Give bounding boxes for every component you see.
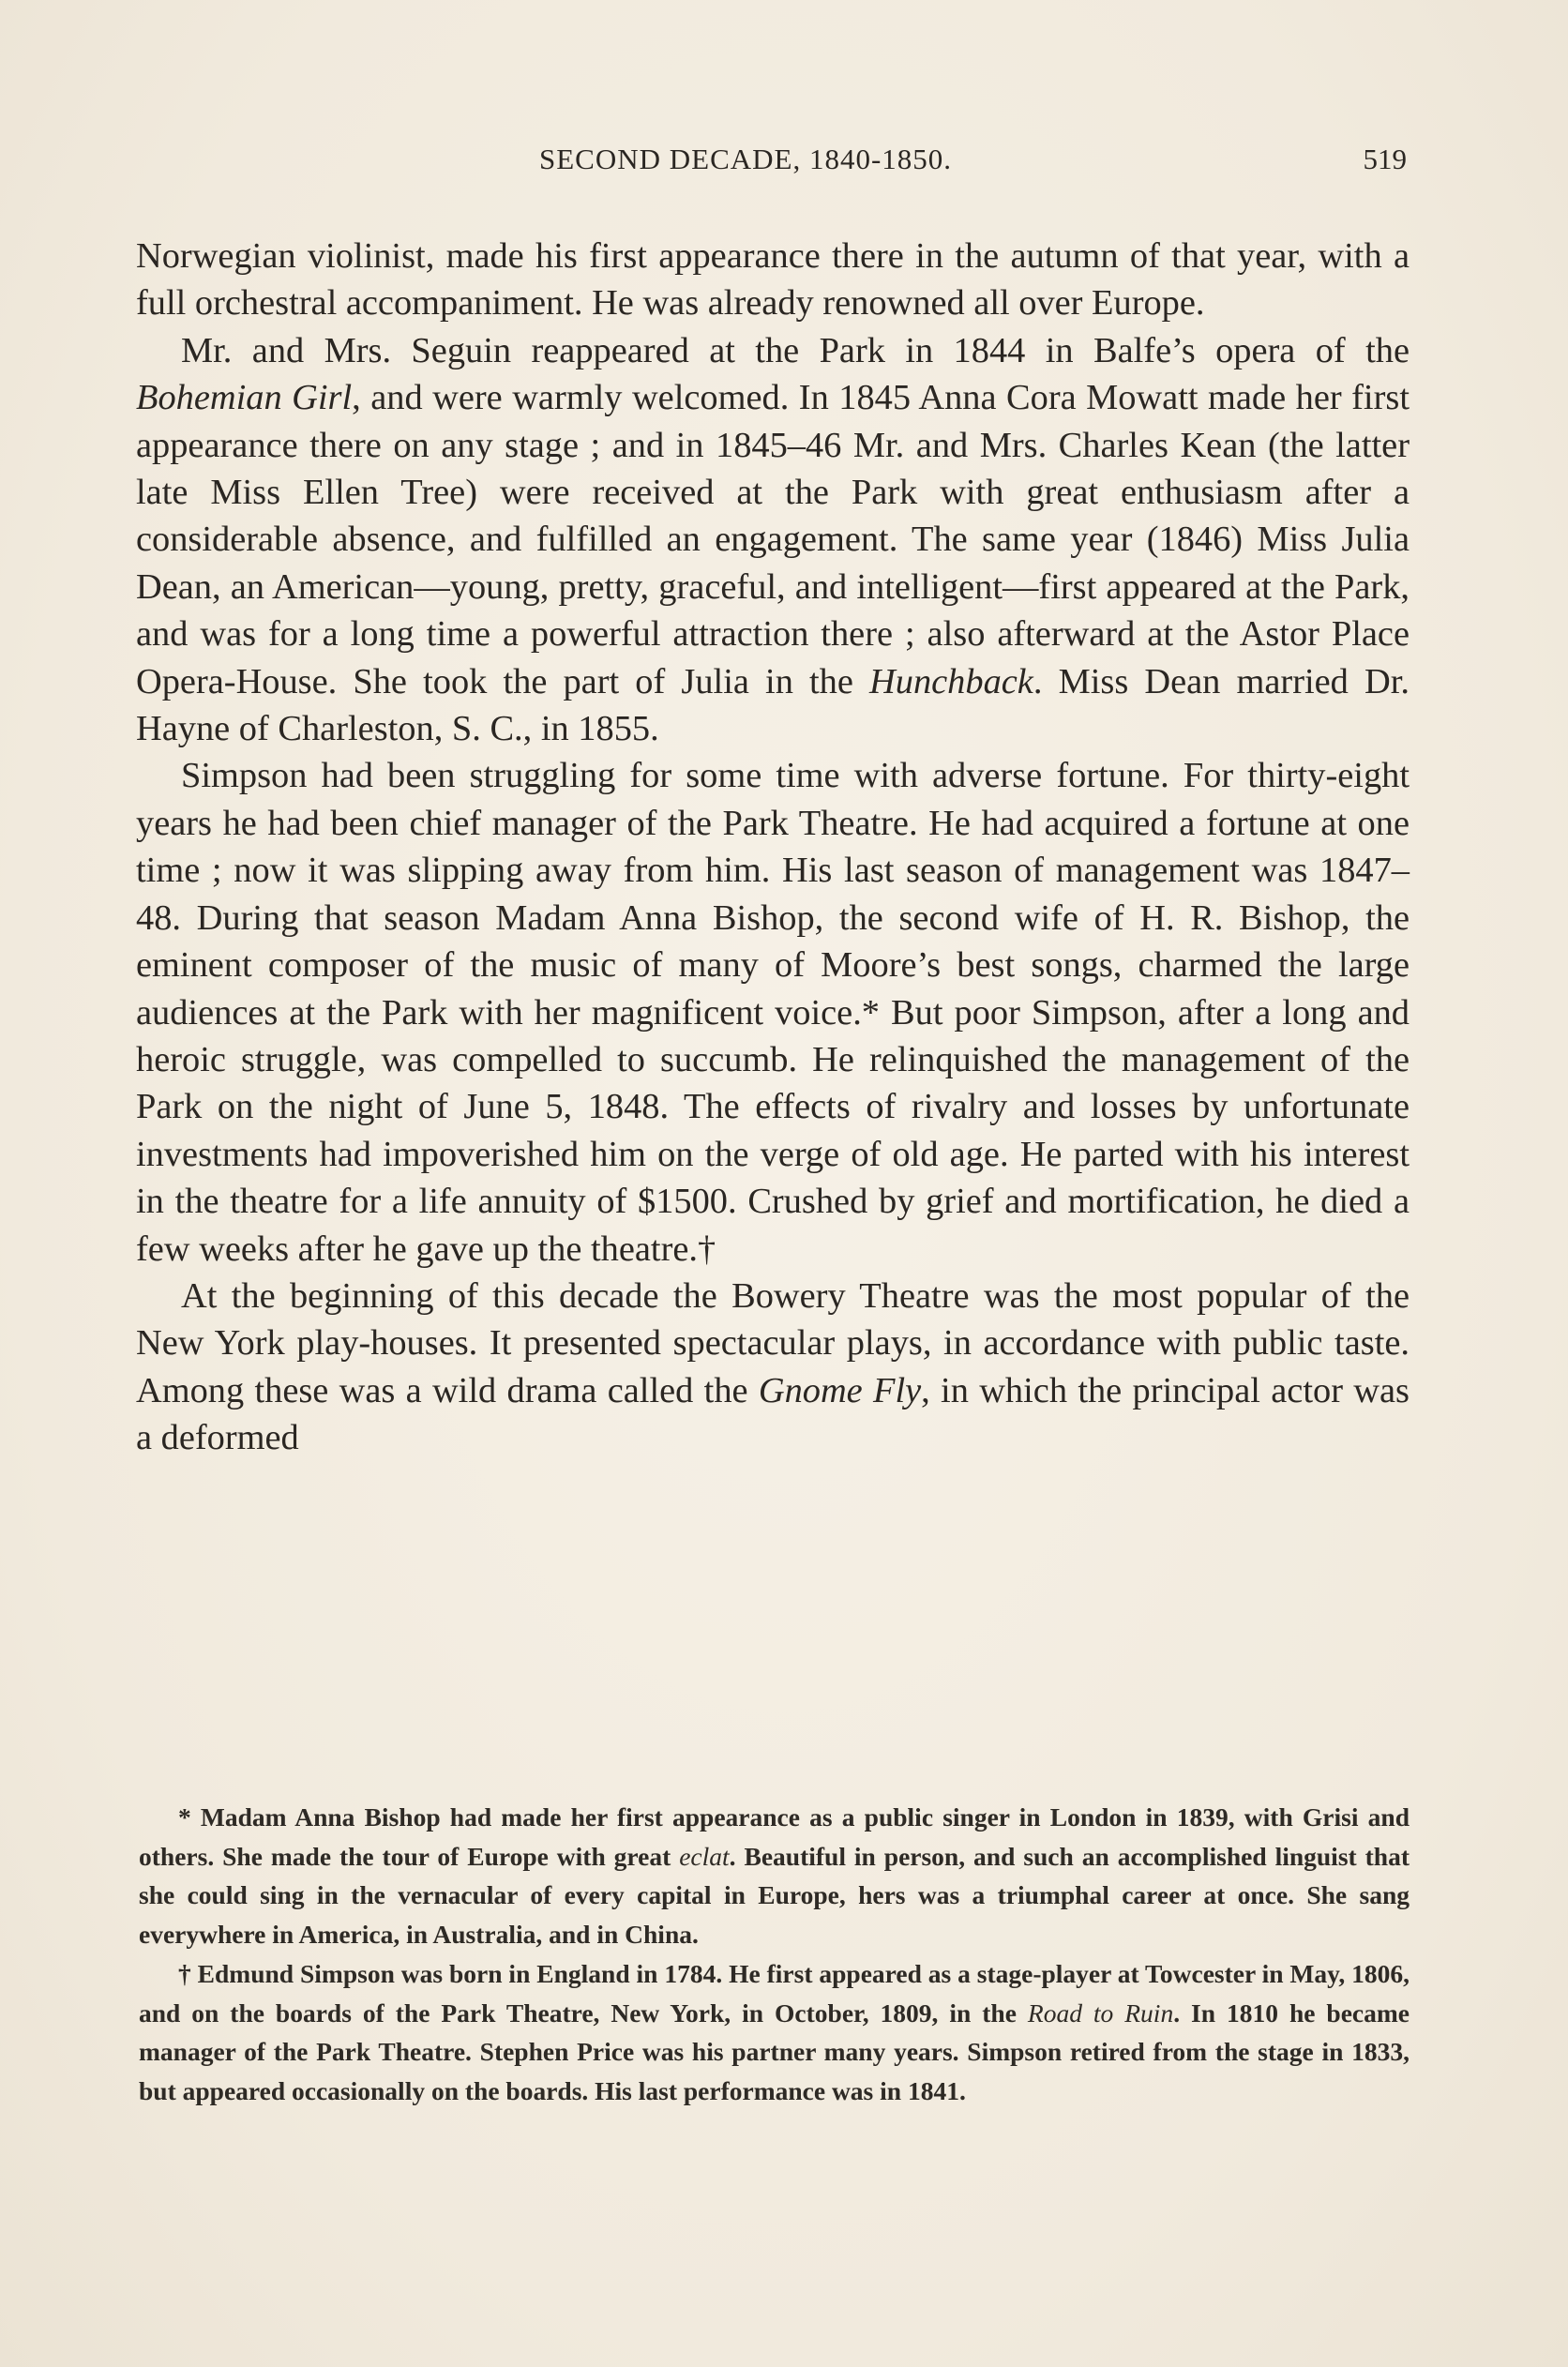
footnote-bishop — [139, 1798, 1410, 1954]
term-eclat: eclat — [679, 1841, 730, 1871]
footnote-simpson — [139, 1954, 1410, 2111]
paragraph-text: Norwegian violinist, made his first appearance there in the autumn of that year, with a full orchestral accompaniment. He was already renowned all over Europe. — [136, 236, 1410, 324]
paragraph-text: . Miss Dean married Dr. Hayne of Charleston, S. C., in 1855. — [136, 661, 1410, 749]
paragraph-text: Mr. and Mrs. Seguin reappeared at the Park in 1844 in Balfe’s opera of the — [181, 330, 1410, 370]
paragraph-seguin — [136, 327, 1410, 753]
paragraph-text: At the beginning of this decade the Bowery Theatre was the most popular of the New York play-houses. It presented spectacular plays, in accordance with public taste. Among these was a wild drama called the — [136, 1275, 1410, 1410]
body-text — [136, 233, 1410, 1462]
paragraph-text: , in which the principal actor was a deformed — [136, 1370, 1410, 1458]
paragraph-continued — [136, 233, 1410, 327]
title-bohemian-girl: Bohemian Girl — [136, 378, 353, 418]
page-number: 519 — [1363, 143, 1407, 175]
footnote-text: . Beautiful in person, and such an accomplished linguist that she could sing in the vernacular of every capital in Europe, hers was a triumphal career at once. She sang everywhere in America, in Australia, and in China. — [139, 1841, 1410, 1950]
running-head: SECOND DECADE, 1840-1850. — [539, 143, 953, 175]
title-hunchback: Hunchback — [869, 661, 1033, 701]
paragraph-simpson — [136, 752, 1410, 1272]
title-road-to-ruin: Road to Ruin — [1027, 1998, 1174, 2028]
title-gnome-fly: Gnome Fly — [758, 1370, 922, 1410]
footnote-text: † Edmund Simpson was born in England in 1784. He first appeared as a stage-player at Towcester in May, 1806, and on the boards of the Park Theatre, New York, in October, 1809, in the — [139, 1958, 1410, 2028]
footnotes — [139, 1798, 1410, 2111]
paragraph-text: , and were warmly welcomed. In 1845 Anna Cora Mowatt made her first appearance there on any stage ; and in 1845–46 Mr. and Mrs. Charles Kean (the latter late Miss Ellen Tree) were received at the Park with great enthusiasm after a considerable absence, and fulfilled an engagement. The same year (1846) Miss Julia Dean, an American—young, pretty, graceful, and intelligent—first appeared at the Park, and was for a long time a powerful attraction there ; also afterward at the Astor Place Opera-House. She took the part of Julia in the — [136, 378, 1410, 701]
paragraph-text: Simpson had been struggling for some time with adverse fortune. For thirty-eight years he had been chief manager of the Park Theatre. He had acquired a fortune at one time ; now it was slipping away from him. His last season of management was 1847–48. During that season Madam Anna Bishop, the second wife of H. R. Bishop, the eminent composer of the music of many of Moore’s best songs, charmed the large audiences at the Park with her magnificent voice.* But poor Simpson, after a long and heroic struggle, was compelled to succumb. He relinquished the management of the Park on the night of June 5, 1848. The effects of rivalry and losses by unfortunate investments had impoverished him on the verge of old age. He parted with his interest in the theatre for a life annuity of $1500. Crushed by grief and mortification, he died a few weeks after he gave up the theatre.† — [136, 756, 1410, 1269]
footnote-text: . In 1810 he became manager of the Park Theatre. Stephen Price was his partner many years. Simpson retired from the stage in 1833, but appeared occasionally on the boards. His last performance was in 1841. — [139, 1998, 1410, 2105]
footnote-text: * Madam Anna Bishop had made her first appearance as a public singer in London in 1839, with Grisi and others. She made the tour of Europe with great — [139, 1802, 1410, 1871]
paragraph-bowery — [136, 1273, 1410, 1462]
page-header — [155, 143, 1407, 189]
